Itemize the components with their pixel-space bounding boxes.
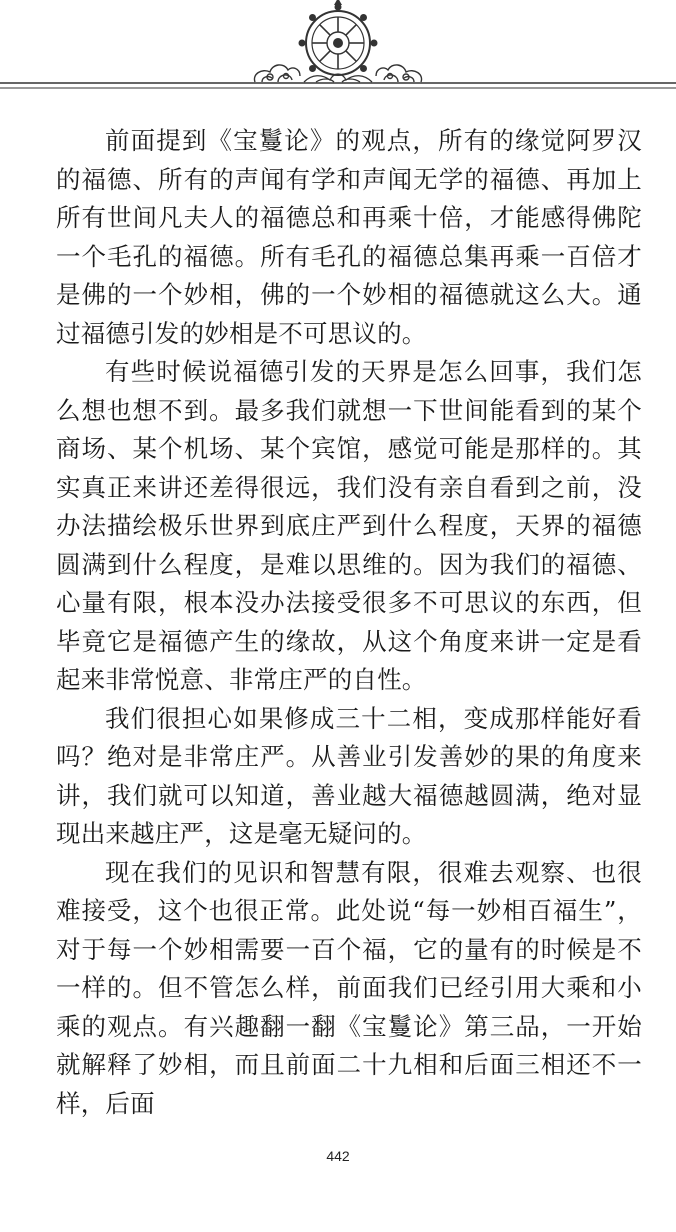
paragraph-1: 前面提到《宝鬘论》的观点，所有的缘觉阿罗汉的福德、所有的声闻有学和声闻无学的福德、再加上所有世间凡夫人的福德总和再乘十倍，才能感得佛陀一个毛孔的福德。所有毛孔的福德总集再乘一百倍才是佛的一个妙相，佛的一个妙相的福德就这么大。通过福德引发的妙相是不可思议的。 (56, 126, 642, 348)
page-body-text (56, 122, 642, 1123)
paragraph-2: 有些时候说福德引发的天界是怎么回事，我们怎么想也想不到。最多我们就想一下世间能看到的某个商场、某个机场、某个宾馆，感觉可能是那样的。其实真正来讲还差得很远，我们没有亲自看到之前，没办法描绘极乐世界到底庄严到什么程度，天界的福德圆满到什么程度，是难以思维的。因为我们的福德、心量有限，根本没办法接受很多不可思议的东西，但毕竟它是福德产生的缘故，从这个角度来讲一定是看起来非常悦意、非常庄严的自性。 (56, 357, 642, 694)
paragraph-4: 现在我们的见识和智慧有限，很难去观察、也很难接受，这个也很正常。此处说“每一妙相百福生”，对于每一个妙相需要一百个福，它的量有的时候是不一样的。但不管怎么样，前面我们已经引用大乘和小乘的观点。有兴趣翻一翻《宝鬘论》第三品，一开始就解释了妙相，而且前面二十九相和后面三相还不一样，后面 (56, 857, 642, 1118)
paragraph-3: 我们很担心如果修成三十二相，变成那样能好看吗？绝对是非常庄严。从善业引发善妙的果的角度来讲，我们就可以知道，善业越大福德越圆满，绝对显现出来越庄严，这是毫无疑问的。 (56, 703, 642, 848)
cloud-scroll-right-icon (376, 65, 422, 82)
dharma-wheel-header-ornament (0, 0, 676, 110)
page-number: 442 (326, 1148, 350, 1164)
dharma-wheel-icon (299, 0, 378, 75)
header-rule-lines (0, 83, 676, 88)
cloud-scroll-left-icon (254, 65, 300, 82)
